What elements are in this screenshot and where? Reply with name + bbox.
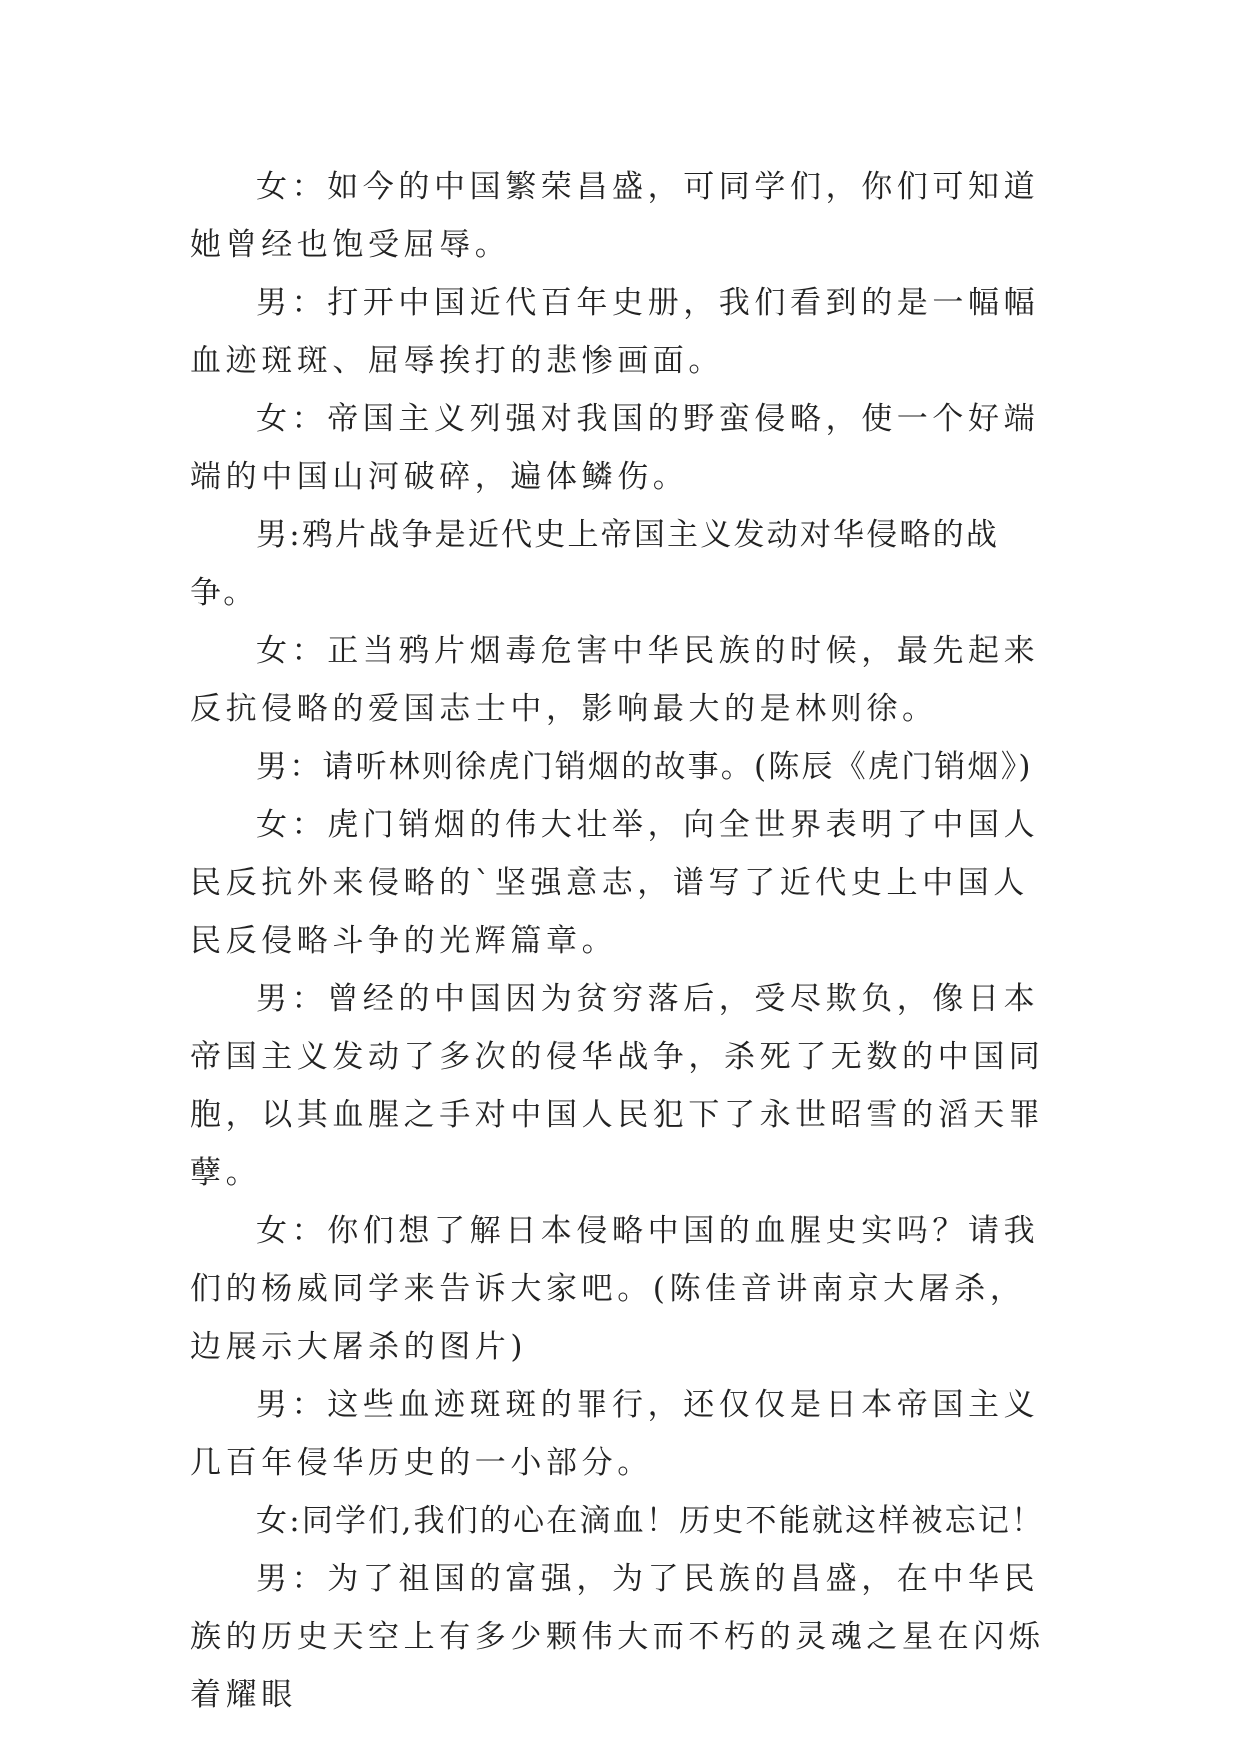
paragraph: 女：如今的中国繁荣昌盛，可同学们，你们可知道她曾经也饱受屈辱。 [190, 169, 1040, 263]
paragraph: 男：曾经的中国因为贫穷落后，受尽欺负，像日本帝国主义发动了多次的侵华战争，杀死了无数的中国同胞，以其血腥之手对中国人民犯下了永世昭雪的滔天罪孽。 [190, 981, 1045, 1191]
paragraph: 女：虎门销烟的伟大壮举，向全世界表明了中国人民反抗外来侵略的`坚强意志，谱写了近代史上中国人民反侵略斗争的光辉篇章。 [190, 807, 1040, 959]
paragraph: 男：打开中国近代百年史册，我们看到的是一幅幅血迹斑斑、屈辱挨打的悲惨画面。 [190, 285, 1040, 379]
paragraph: 女：你们想了解日本侵略中国的血腥史实吗？请我们的杨威同学来告诉大家吧。(陈佳音讲南京大屠杀，边展示大屠杀的图片) [190, 1213, 1040, 1365]
paragraph: 男：请听林则徐虎门销烟的故事。(陈辰《虎门销烟》) [256, 749, 1033, 785]
document-body [190, 158, 1050, 1724]
paragraph: 男:鸦片战争是近代史上帝国主义发动对华侵略的战争。 [190, 517, 1000, 611]
paragraph: 男：为了祖国的富强，为了民族的昌盛，在中华民族的历史天空上有多少颗伟大而不朽的灵魂之星在闪烁着耀眼 [190, 1561, 1045, 1713]
paragraph: 女:同学们,我们的心在滴血！历史不能就这样被忘记！ [256, 1503, 1045, 1539]
paragraph: 女：帝国主义列强对我国的野蛮侵略，使一个好端端的中国山河破碎，遍体鳞伤。 [190, 401, 1040, 495]
paragraph: 女：正当鸦片烟毒危害中华民族的时候，最先起来反抗侵略的爱国志士中，影响最大的是林则徐。 [190, 633, 1040, 727]
paragraph: 男：这些血迹斑斑的罪行，还仅仅是日本帝国主义几百年侵华历史的一小部分。 [190, 1387, 1040, 1481]
